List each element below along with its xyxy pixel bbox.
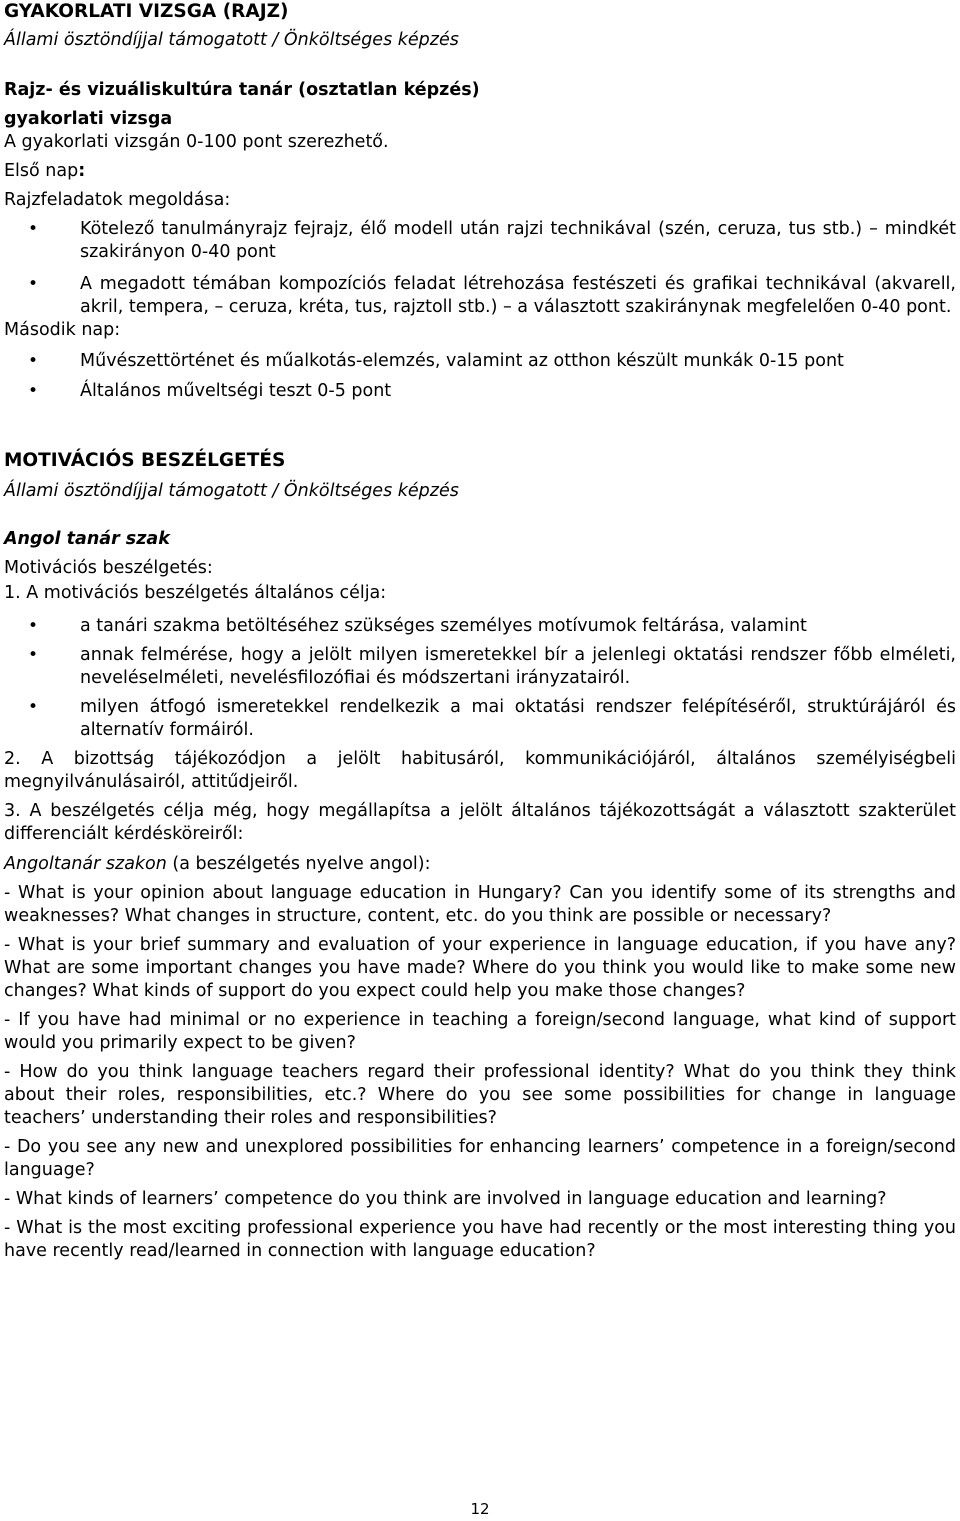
question-paragraph: - Do you see any new and unexplored possibilities for enhancing learners’ competence in a foreign/second language?: [4, 1137, 956, 1180]
question-paragraph: - What is your opinion about language education in Hungary? Can you identify some of its strengths and weaknesses? What changes in structure, content, etc. do you think are possible or necessary?: [4, 883, 956, 926]
day2-label: Második nap:: [4, 320, 121, 340]
section1-subtitle: Állami ösztöndíjjal támogatott / Önköltséges képzés: [4, 30, 459, 50]
day1-heading: [4, 160, 956, 183]
question-paragraph: - If you have had minimal or no experience in teaching a foreign/second language, what kind of support would you primarily expect to be given?: [4, 1010, 956, 1053]
point3-paragraph: 3. A beszélgetés célja még, hogy megállapítsa a jelölt általános tájékozottságát a választott szakterület differenciált kérdésköreiről:: [4, 801, 956, 844]
section2-subtitle: Állami ösztöndíjjal támogatott / Önköltséges képzés: [4, 481, 459, 501]
bullet-icon: •: [28, 645, 39, 665]
point1-item-text: a tanári szakma betöltéséhez szükséges személyes motívumok feltárása, valamint: [80, 616, 807, 636]
point1-list: [4, 615, 956, 742]
bullet-icon: •: [28, 381, 39, 401]
question-paragraph: - What kinds of learners’ competence do you think are involved in language education and learning?: [4, 1189, 887, 1209]
day2-item-text: Művészettörténet és műalkotás-elemzés, valamint az otthon készült munkák 0-15 pont: [80, 351, 844, 371]
question-paragraph: - How do you think language teachers regard their professional identity? What do you think they think about their roles, responsibilities, etc.? Where do you see some possibilities for change in language teachers’ understanding their roles and responsibilities?: [4, 1062, 956, 1128]
list-item: [4, 273, 956, 319]
lang-label-italic: Angoltanár szakon: [4, 854, 167, 874]
point1-item-text: annak felmérése, hogy a jelölt milyen ismeretekkel bír a jelenlegi oktatási rendszer főbb elméleti, neveléselméleti, nevelésfilozófiai és módszertani irányzatairól.: [80, 645, 956, 688]
bullet-icon: •: [28, 616, 39, 636]
lang-label: [4, 853, 956, 876]
section1-title: GYAKORLATI VIZSGA (RAJZ): [4, 1, 289, 22]
point1-item-text: milyen átfogó ismeretekkel rendelkezik a mai oktatási rendszer felépítéséről, struktúrájáról és alternatív formáiról.: [80, 697, 956, 740]
lang-label-rest: (a beszélgetés nyelve angol):: [166, 854, 431, 874]
bullet-icon: •: [28, 351, 39, 371]
list-item: [4, 350, 956, 373]
section2-intro: Motivációs beszélgetés:: [4, 558, 213, 578]
section2-title: MOTIVÁCIÓS BESZÉLGETÉS: [4, 450, 286, 471]
tasks-label: Rajzfeladatok megoldása:: [4, 190, 231, 210]
section1-points-line: A gyakorlati vizsgán 0-100 pont szerezhető.: [4, 132, 389, 152]
day1-list: [4, 218, 956, 319]
list-item: [4, 644, 956, 690]
day1-item-text: Kötelező tanulmányrajz fejrajz, élő modell után rajzi technikával (szén, ceruza, tus stb.) – mindkét szakirányon 0-40 pont: [80, 219, 956, 262]
question-paragraph: - What is your brief summary and evaluation of your experience in language education, if you have any? What are some important changes you have made? Where do you think you would like to make some new changes? What kinds of support do you expect could help you make those changes?: [4, 935, 956, 1001]
section2-program: Angol tanár szak: [4, 529, 170, 549]
bullet-icon: •: [28, 274, 39, 294]
section1-program: Rajz- és vizuáliskultúra tanár (osztatlan képzés): [4, 80, 480, 100]
list-item: [4, 696, 956, 742]
day2-item-text: Általános műveltségi teszt 0-5 pont: [80, 381, 392, 401]
bullet-icon: •: [28, 219, 39, 239]
day1-colon: :: [78, 161, 86, 181]
day1-label: Első nap: [4, 161, 79, 181]
list-item: [4, 615, 956, 638]
bullet-icon: •: [28, 697, 39, 717]
point2-paragraph: 2. A bizottság tájékozódjon a jelölt habitusáról, kommunikációjáról, általános személyiségbeli megnyilvánulásairól, attitűdjeiről.: [4, 749, 956, 792]
list-item: [4, 380, 956, 403]
list-item: [4, 218, 956, 264]
day1-item-text: A megadott témában kompozíciós feladat létrehozása festészeti és grafikai technikával (akvarell, akril, tempera, – ceruza, kréta, tus, rajztoll stb.) – a választott szakiránynak megfelelően 0-40 pont.: [80, 274, 956, 317]
page-number: 12: [470, 1500, 490, 1518]
section1-exam-type: gyakorlati vizsga: [4, 109, 173, 129]
question-paragraph: - What is the most exciting professional experience you have had recently or the most interesting thing you have recently read/learned in connection with language education?: [4, 1218, 956, 1261]
point1-heading: 1. A motivációs beszélgetés általános célja:: [4, 583, 387, 603]
document-page: [4, 0, 956, 1263]
day2-list: [4, 350, 956, 403]
